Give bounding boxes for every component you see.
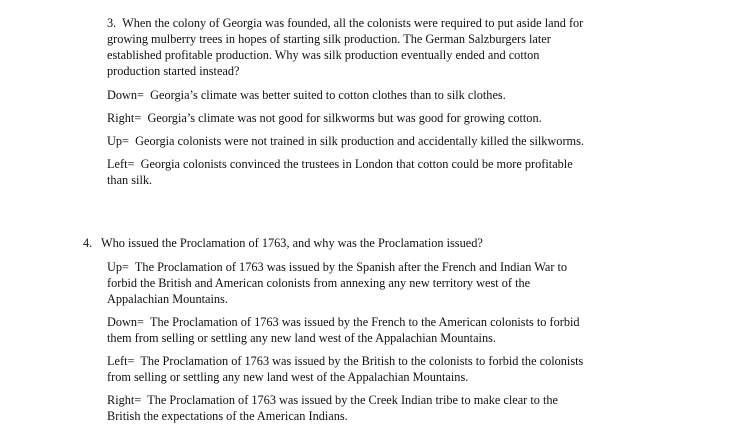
question-number: 4.	[83, 236, 93, 250]
answer-label: Right=	[107, 111, 142, 125]
answer-option-down	[107, 314, 592, 346]
answer-text: The Proclamation of 1763 was issued by the Spanish after the French and Indian War to forbid the British and American colonists from annexing any new territory west of the Appalachian Mountains.	[107, 260, 568, 306]
question-4-answers	[107, 259, 592, 424]
answer-label: Right=	[107, 393, 142, 407]
answer-label: Left=	[107, 354, 135, 368]
answer-label: Down=	[107, 88, 144, 102]
answer-option-down	[107, 87, 587, 103]
answer-option-left	[107, 353, 592, 385]
answer-option-up	[107, 133, 587, 149]
question-text: Who issued the Proclamation of 1763, and why was the Proclamation issued?	[101, 236, 483, 250]
answer-text: Georgia’s climate was not good for silkworms but was good for growing cotton.	[147, 111, 542, 125]
question-4-stem	[83, 235, 603, 251]
answer-option-right	[107, 110, 587, 126]
answer-option-left	[107, 156, 587, 188]
answer-text: The Proclamation of 1763 was issued by the British to the colonists to forbid the colonists from selling or settling any new land west of the Appalachian Mountains.	[107, 354, 584, 384]
question-4	[83, 235, 603, 431]
answer-option-up	[107, 259, 592, 307]
answer-label: Up=	[107, 134, 129, 148]
answer-text: The Proclamation of 1763 was issued by the Creek Indian tribe to make clear to the British the expectations of the American Indians.	[107, 393, 559, 423]
answer-text: Georgia colonists were not trained in silk production and accidentally killed the silkworms.	[135, 134, 584, 148]
answer-label: Down=	[107, 315, 144, 329]
answer-text: The Proclamation of 1763 was issued by the French to the American colonists to forbid them from selling or settling any new land west of the Appalachian Mountains.	[107, 315, 580, 345]
answer-text: Georgia colonists convinced the trustees in London that cotton could be more profitable than silk.	[107, 157, 573, 187]
question-3-stem	[107, 15, 587, 79]
question-text: When the colony of Georgia was founded, all the colonists were required to put aside land for growing mulberry trees in hopes of starting silk production. The German Salzburgers later established profitable production. Why was silk production eventually ended and cotton production started instead?	[107, 16, 584, 78]
question-3	[107, 15, 587, 195]
answer-text: Georgia’s climate was better suited to cotton clothes than to silk clothes.	[150, 88, 506, 102]
question-number: 3.	[107, 16, 117, 30]
answer-label: Up=	[107, 260, 129, 274]
answer-label: Left=	[107, 157, 135, 171]
answer-option-right	[107, 392, 592, 424]
